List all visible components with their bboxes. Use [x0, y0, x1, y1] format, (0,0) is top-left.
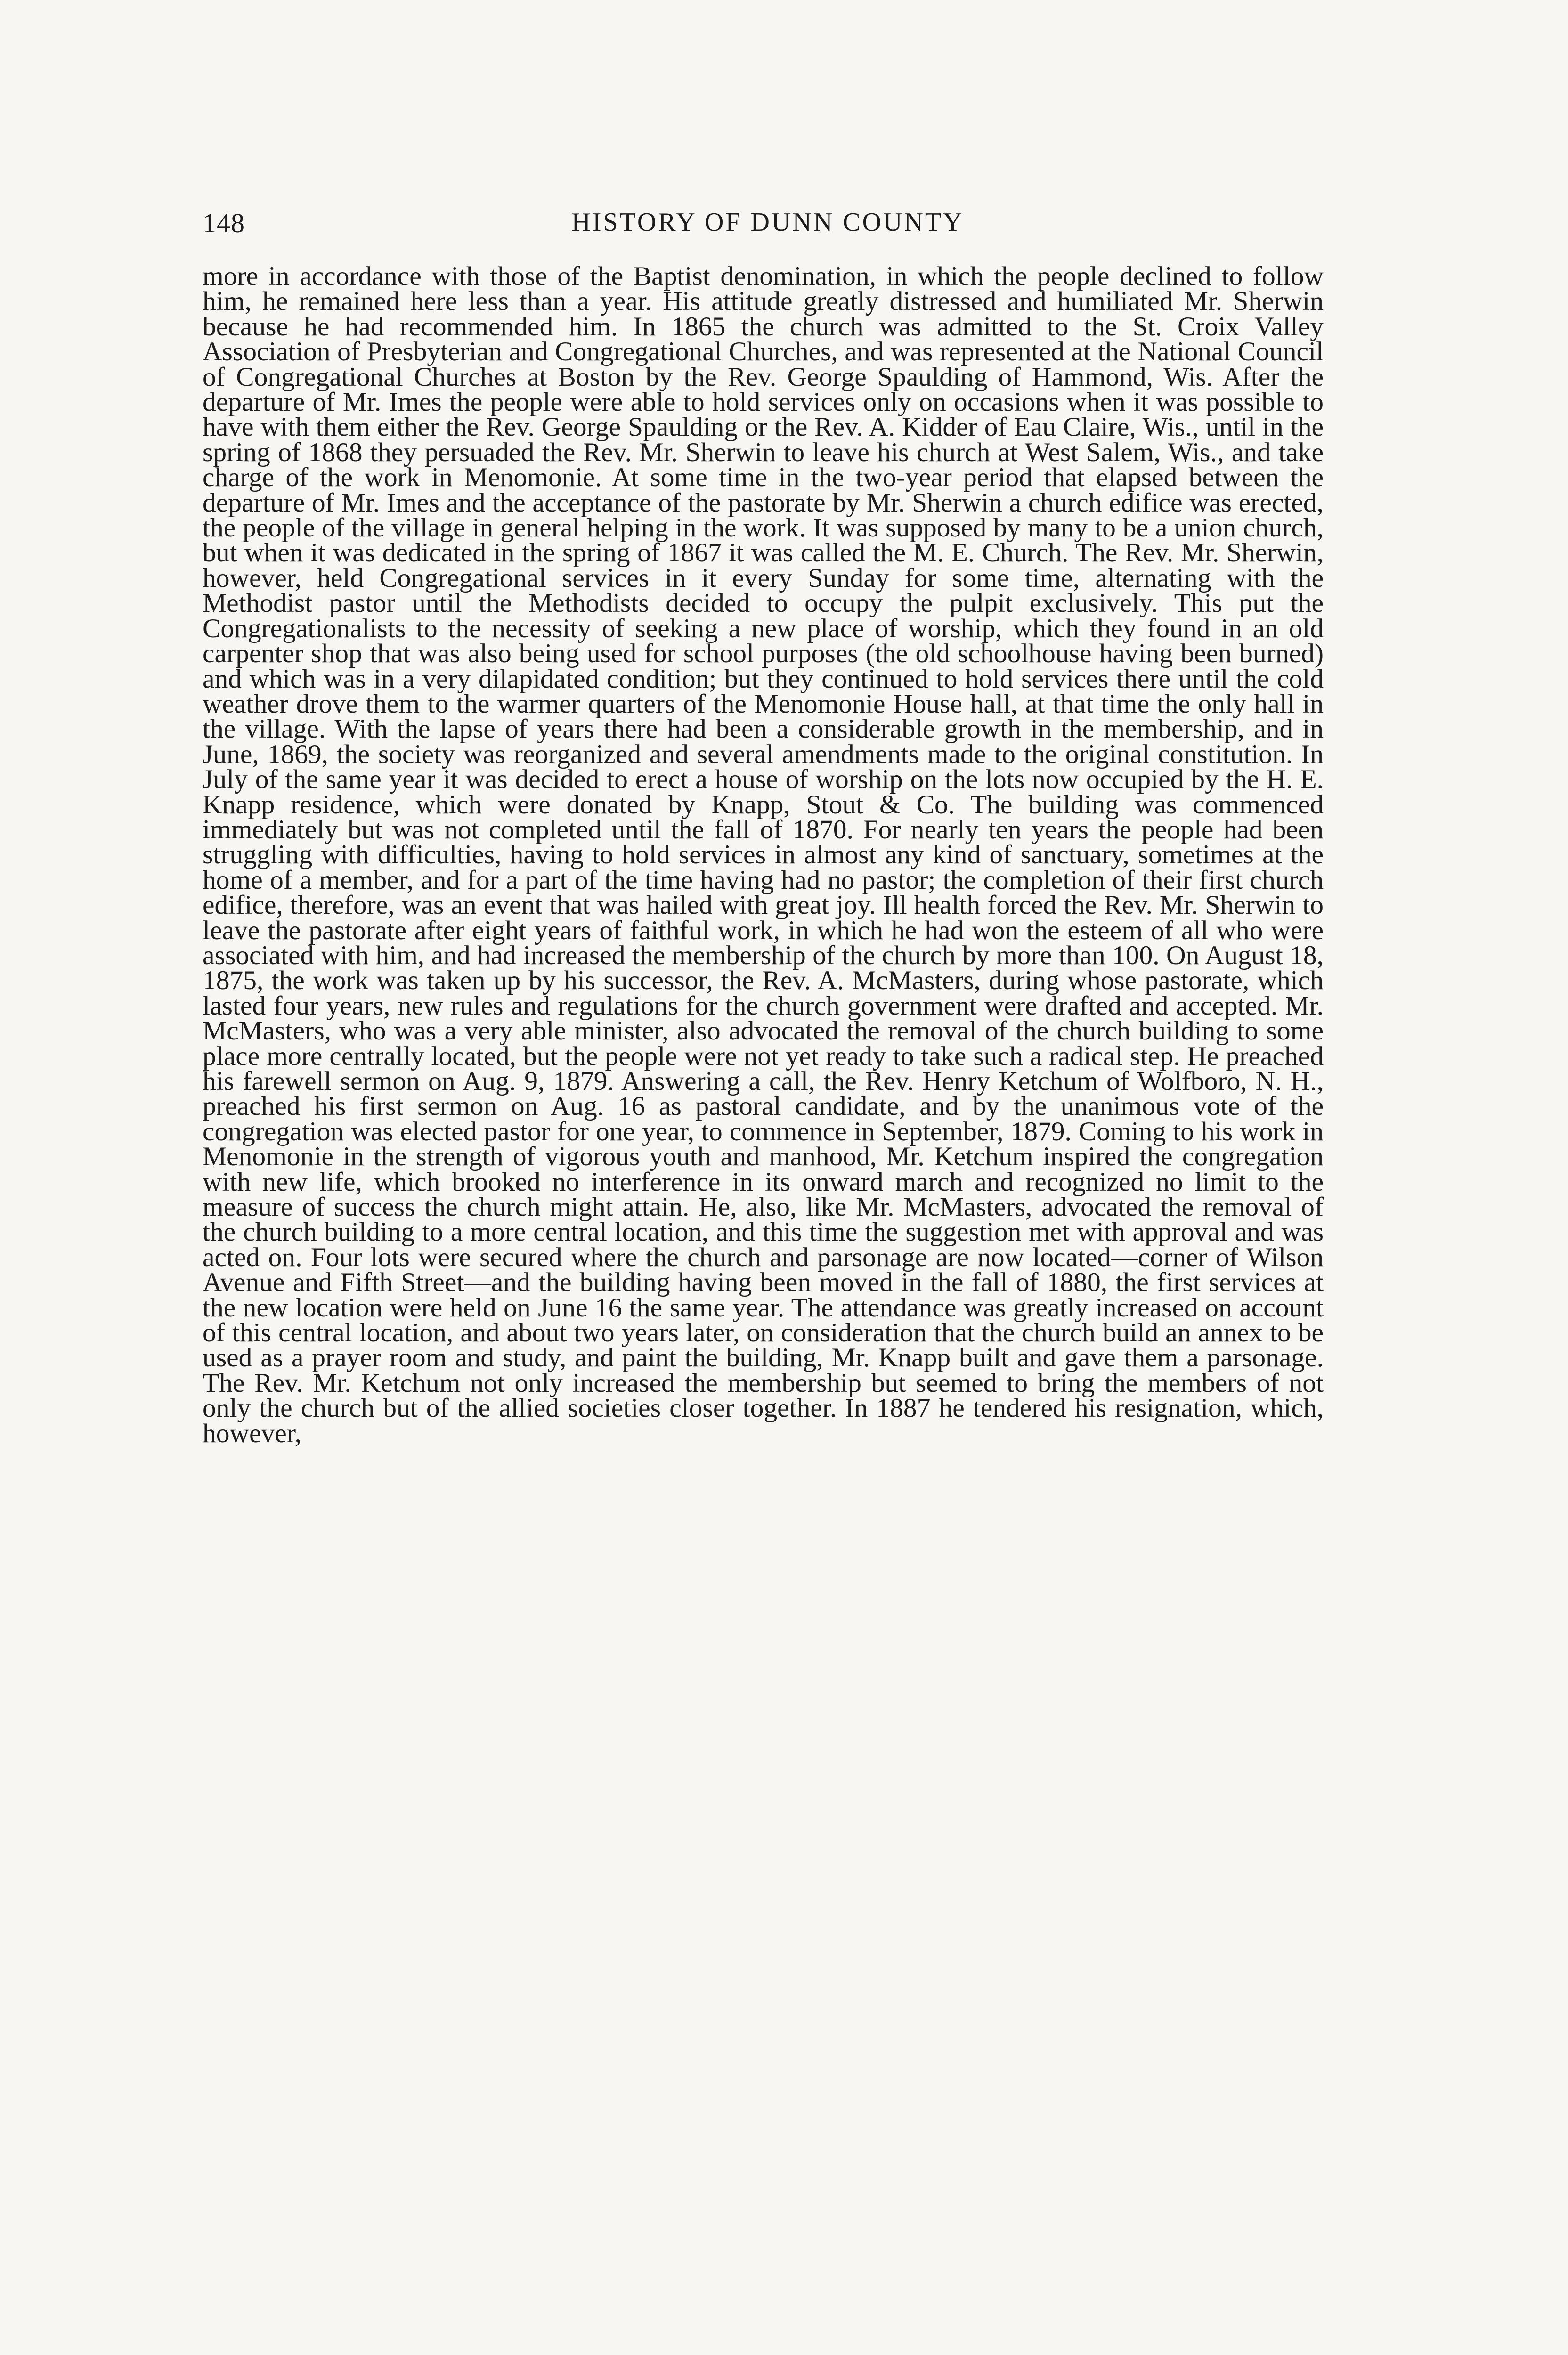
page-header-title: HISTORY OF DUNN COUNTY: [571, 208, 964, 237]
page-number: 148: [203, 208, 245, 238]
body-paragraph: more in accordance with those of the Baptist denomination, in which the people declined to follow him, he remained here less than a year. His attitude greatly distressed and humiliated Mr. Sherwin because he had recommended him. In 1865 the church was admitted to the St. Croix Valley Association of Presbyterian and Congregational Churches, and was represented at the National Council of Congregational Churches at Boston by the Rev. George Spaulding of Hammond, Wis. After the departure of Mr. Imes the people were able to hold services only on occasions when it was possible to have with them either the Rev. George Spaulding or the Rev. A. Kidder of Eau Claire, Wis., until in the spring of 1868 they persuaded the Rev. Mr. Sherwin to leave his church at West Salem, Wis., and take charge of the work in Menomonie. At some time in the two-year period that elapsed between the departure of Mr. Imes and the acceptance of the pastorate by Mr. Sherwin a church edifice was erected, the people of the village in general helping in the work. It was supposed by many to be a union church, but when it was dedicated in the spring of 1867 it was called the M. E. Church. The Rev. Mr. Sherwin, however, held Congregational services in it every Sunday for some time, alternating with the Methodist pastor until the Methodists decided to occupy the pulpit exclusively. This put the Congregationalists to the necessity of seeking a new place of worship, which they found in an old carpenter shop that was also being used for school purposes (the old schoolhouse having been burned) and which was in a very dilapidated condition; but they continued to hold services there until the cold weather drove them to the warmer quarters of the Menomonie House hall, at that time the only hall in the village. With the lapse of years there had been a considerable growth in the membership, and in June, 1869, the society was reorganized and several amendments made to the original constitution. In July of the same year it was decided to erect a house of worship on the lots now occupied by the H. E. Knapp residence, which were donated by Knapp, Stout & Co. The building was commenced immediately but was not completed until the fall of 1870. For nearly ten years the people had been struggling with difficulties, having to hold services in almost any kind of sanctuary, sometimes at the home of a member, and for a part of the time having had no pastor; the completion of their first church edifice, therefore, was an event that was hailed with great joy. Ill health forced the Rev. Mr. Sherwin to leave the pastorate after eight years of faithful work, in which he had won the esteem of all who were associated with him, and had increased the membership of the church by more than 100. On August 18, 1875, the work was taken up by his successor, the Rev. A. McMasters, during whose pastorate, which lasted four years, new rules and regulations for the church government were drafted and accepted. Mr. McMasters, who was a very able minister, also advocated the removal of the church building to some place more centrally located, but the people were not yet ready to take such a radical step. He preached his farewell sermon on Aug. 9, 1879. Answering a call, the Rev. Henry Ketchum of Wolfboro, N. H., preached his first sermon on Aug. 16 as pastoral candidate, and by the unanimous vote of the congregation was elected pastor for one year, to commence in September, 1879. Coming to his work in Menomonie in the strength of vigorous youth and manhood, Mr. Ketchum inspired the congregation with new life, which brooked no interference in its onward march and recognized no limit to the measure of success the church might attain. He, also, like Mr. McMasters, advocated the removal of the church building to a more central location, and this time the suggestion met with approval and was acted on. Four lots were secured where the church and parsonage are now located—corner of Wilson Avenue and Fifth Street—and the building having been moved in the fall of 1880, the first services at the new location were held on June 16 the same year. The attendance was greatly increased on account of this central location, and about two years later, on consideration that the church build an annex to be used as a prayer room and study, and paint the building, Mr. Knapp built and gave them a parsonage. The Rev. Mr. Ketchum not only increased the membership but seemed to bring the members of not only the church but of the allied societies closer together. In 1887 he tendered his resignation, which, however,: [203, 261, 1324, 1448]
running-head: [203, 207, 1333, 245]
